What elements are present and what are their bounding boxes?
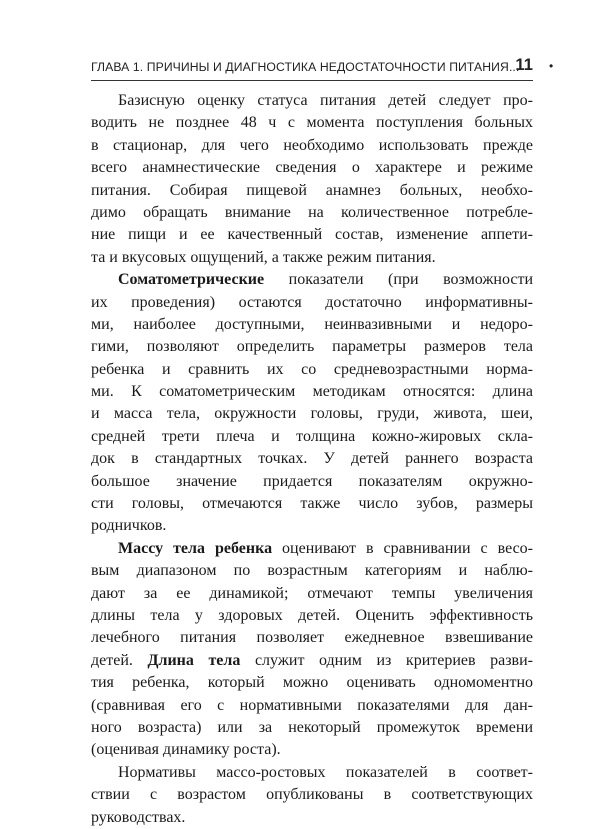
text-fragment: оценивают в сравнивании с весо- <box>272 539 533 557</box>
chapter-title: ГЛАВА 1. ПРИЧИНЫ И ДИАГНОСТИКА НЕДОСТАТОЧНОСТИ ПИТАНИЯ... <box>91 60 520 74</box>
text-line: питания. Собирая пищевой анамнез больных, необхо- <box>91 181 533 199</box>
running-head <box>91 56 554 78</box>
text-line <box>91 650 533 672</box>
term-body-length: Длина тела <box>147 651 241 669</box>
text-line: водить не позднее 48 ч с момента поступления больных <box>91 114 533 132</box>
text-line: в стационар, для чего необходимо использовать прежде <box>91 136 533 154</box>
header-bullet: • <box>549 59 554 73</box>
page-number: 11 <box>515 56 533 74</box>
text-line: ми. К соматометрическим методикам относятся: длина <box>91 383 533 401</box>
text-line: (оценивая динамику роста). <box>91 741 281 759</box>
text-line: всего анамнестические сведения о характере и режиме <box>91 159 533 177</box>
text-line: большое значение придается показателям окружно- <box>91 472 533 490</box>
text-line: (сравнивая его с нормативными показателями для дан- <box>91 696 533 714</box>
text-line: дают за ее динамикой; отмечают темпы увеличения <box>91 584 533 602</box>
text-line: док в стандартных точках. У детей раннего возраста <box>91 450 533 468</box>
header-rule <box>91 80 533 81</box>
text-line: тия ребенка, который можно оценивать одномоментно <box>91 674 533 692</box>
text-line: их проведения) остаются достаточно информативны- <box>91 293 533 311</box>
body-text <box>91 90 533 829</box>
text-line: и масса тела, окружности головы, груди, живота, шеи, <box>91 405 533 423</box>
text-line: та и вкусовых ощущений, а также режим питания. <box>91 248 436 266</box>
text-line: лечебного питания позволяет ежедневное взвешивание <box>91 629 533 647</box>
text-line: родничков. <box>91 517 167 535</box>
text-fragment: детей. <box>91 651 148 669</box>
text-line: ребенка и сравнить их со средневозрастными норма- <box>91 360 533 378</box>
text-line: Нормативы массо-ростовых показателей в соответ- <box>118 763 533 781</box>
text-line: руководствах. <box>91 808 186 826</box>
text-line: ние пищи и ее качественный состав, изменение аппети- <box>91 226 533 244</box>
text-line: ного возраста) или за некоторый промежуток времени <box>91 718 533 736</box>
term-somatometric: Соматометрические <box>118 271 265 289</box>
text-line: ми, наиболее доступными, неинвазивными и недоро- <box>91 315 533 333</box>
text-line <box>91 538 533 560</box>
text-line: вым диапазоном по возрастным категориям и наблю- <box>91 562 533 580</box>
text-line: димо обращать внимание на количественное потребле- <box>91 203 533 221</box>
text-line: Базисную оценку статуса питания детей следует про- <box>118 92 533 109</box>
text-fragment: показатели (при возможности <box>264 271 533 289</box>
text-line: сти головы, отмечаются также число зубов, размеры <box>91 495 533 513</box>
text-line <box>91 269 533 291</box>
text-line: гими, позволяют определить параметры размеров тела <box>91 338 533 356</box>
text-fragment: служит одним из критериев разви- <box>240 651 533 669</box>
term-body-mass: Массу тела ребенка <box>118 539 273 557</box>
text-line: ствии с возрастом опубликованы в соответствующих <box>91 786 533 804</box>
text-line: длины тела у здоровых детей. Оценить эффективность <box>91 606 533 624</box>
text-line: средней трети плеча и толщина кожно-жировых скла- <box>91 427 533 445</box>
